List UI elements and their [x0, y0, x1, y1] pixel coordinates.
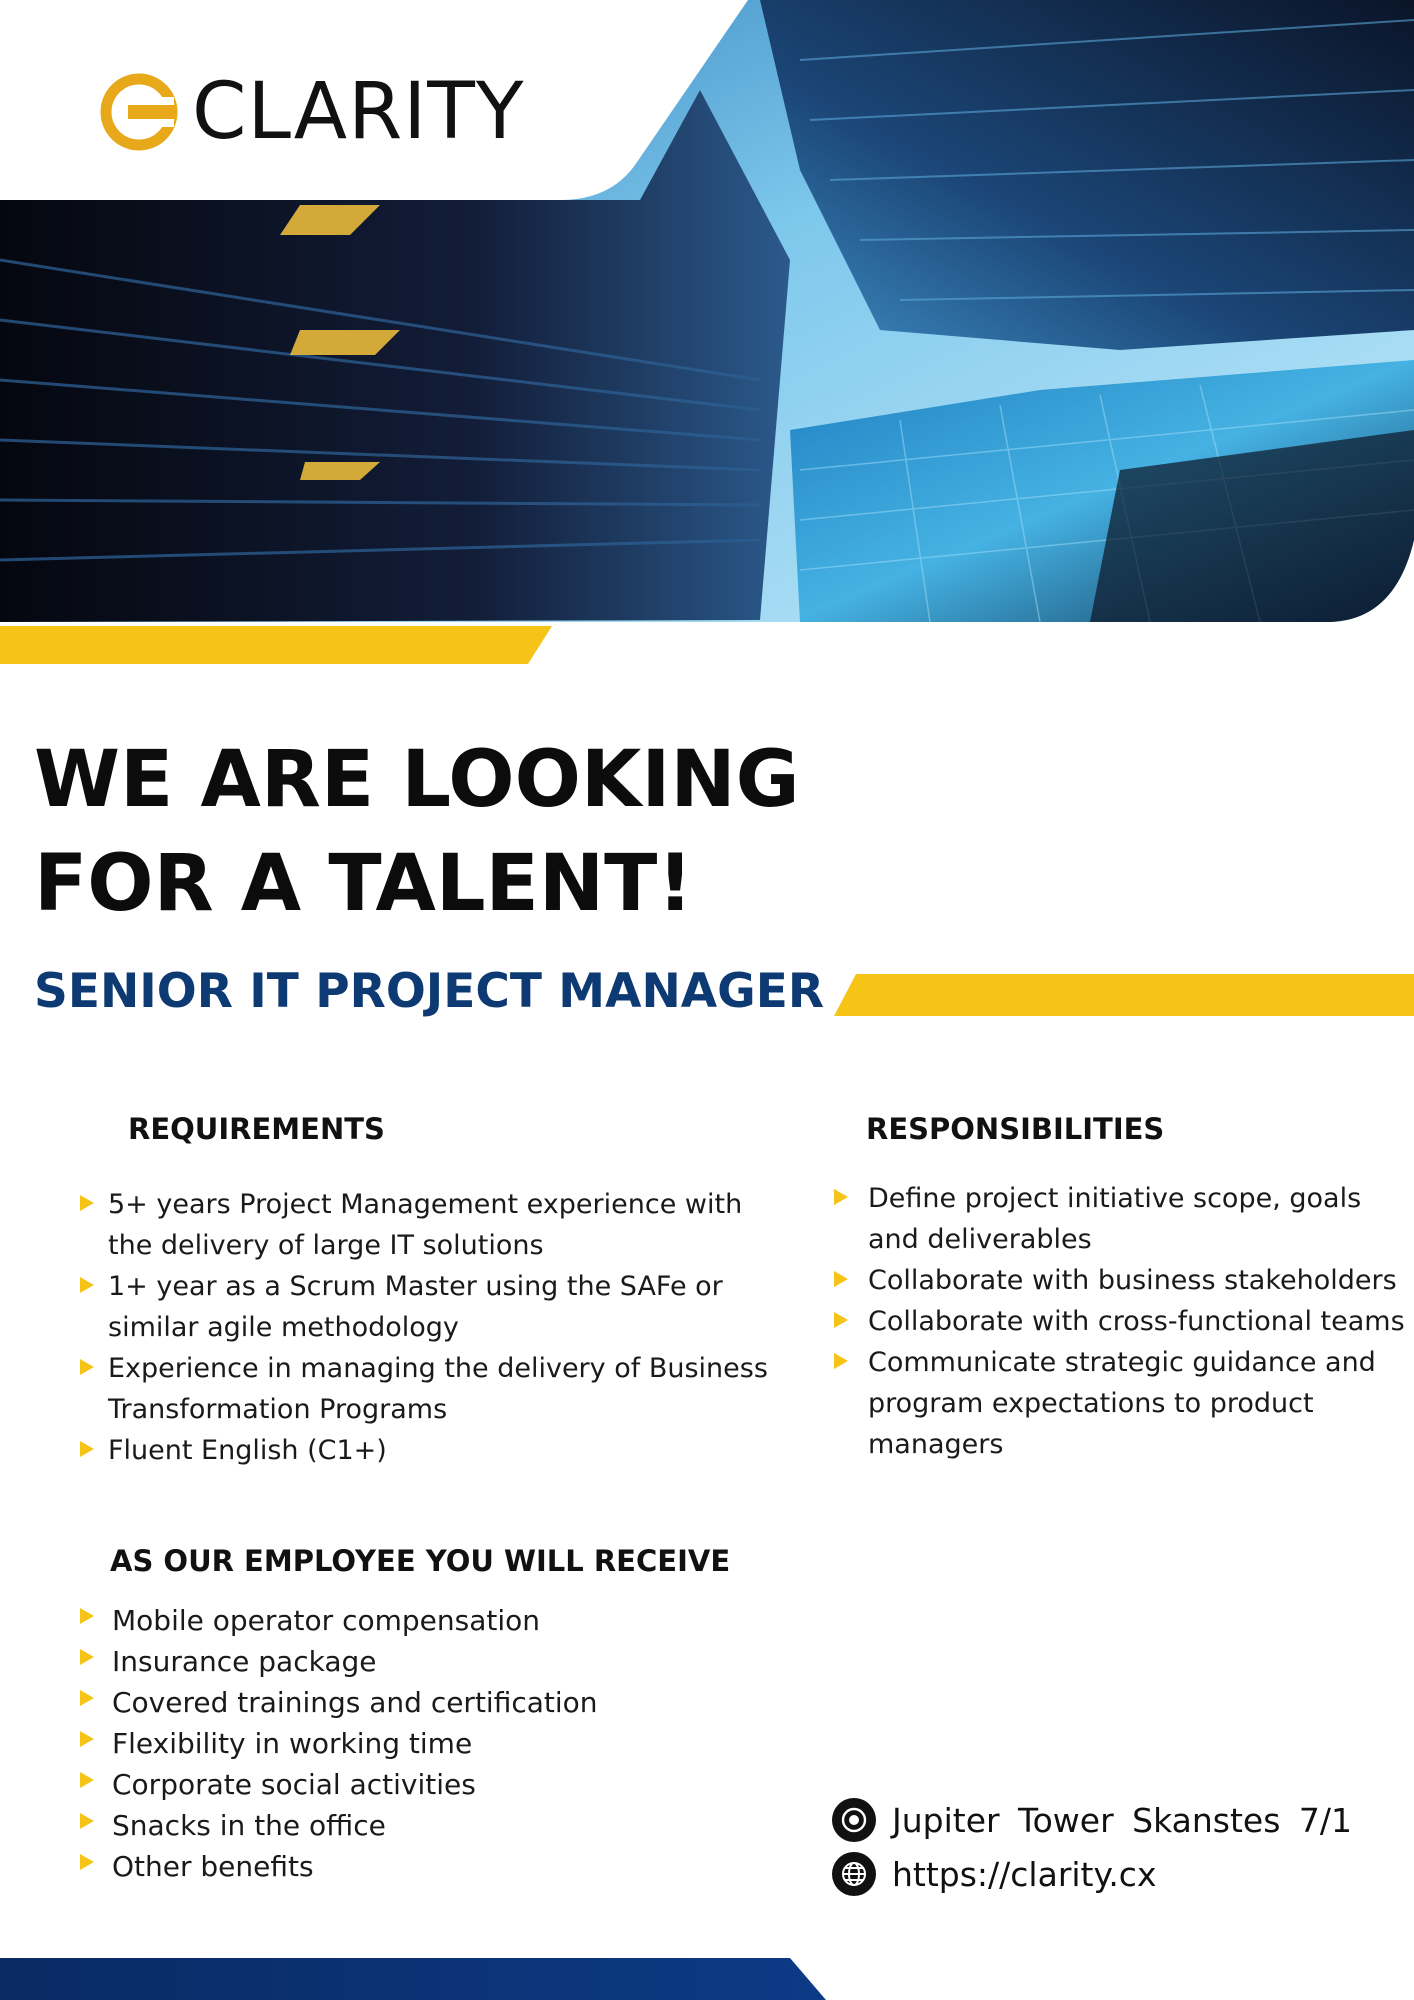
list-item: 5+ years Project Management experience with the delivery of large IT solutions	[80, 1184, 780, 1266]
bullet-triangle-icon	[80, 1359, 94, 1375]
list-item: Collaborate with cross-functional teams	[830, 1301, 1414, 1342]
brand-name: CLARITY	[192, 67, 525, 157]
list-item: Collaborate with business stakeholders	[830, 1260, 1414, 1301]
list-item: Snacks in the office	[78, 1805, 778, 1846]
footer-bar	[0, 1958, 1414, 2000]
main-headline	[34, 728, 934, 936]
globe-icon	[832, 1852, 876, 1896]
list-item: Fluent English (C1+)	[80, 1430, 780, 1471]
bullet-triangle-icon	[80, 1277, 94, 1293]
list-item: Corporate social activities	[78, 1764, 778, 1805]
contact-block	[832, 1793, 1412, 1901]
clarity-logo-mark-icon	[100, 73, 178, 151]
website-row[interactable]	[832, 1847, 1412, 1901]
bullet-triangle-icon	[80, 1772, 94, 1788]
list-item: Mobile operator compensation	[78, 1600, 778, 1641]
responsibilities-title: RESPONSIBILITIES	[866, 1112, 1165, 1146]
bullet-triangle-icon	[80, 1813, 94, 1829]
headline-line-2: FOR A TALENT!	[34, 839, 693, 929]
benefits-title: AS OUR EMPLOYEE YOU WILL RECEIVE	[110, 1544, 731, 1578]
list-item: Communicate strategic guidance and program expectations to product managers	[830, 1342, 1414, 1465]
address-row	[832, 1793, 1412, 1847]
bullet-triangle-icon	[834, 1312, 848, 1328]
bullet-triangle-icon	[834, 1189, 848, 1205]
title-accent-bar	[834, 974, 1414, 1016]
bullet-triangle-icon	[80, 1854, 94, 1870]
office-address: Jupiter Tower Skanstes 7/1	[892, 1800, 1352, 1840]
location-pin-icon	[832, 1798, 876, 1842]
bullet-triangle-icon	[80, 1441, 94, 1457]
requirements-title: REQUIREMENTS	[128, 1112, 385, 1146]
bullet-triangle-icon	[80, 1731, 94, 1747]
bullet-triangle-icon	[80, 1195, 94, 1211]
list-item: 1+ year as a Scrum Master using the SAFe or similar agile methodology	[80, 1266, 780, 1348]
bullet-triangle-icon	[834, 1271, 848, 1287]
job-title: SENIOR IT PROJECT MANAGER	[34, 964, 825, 1019]
website-link[interactable]: https://clarity.cx	[892, 1854, 1157, 1894]
list-item: Flexibility in working time	[78, 1723, 778, 1764]
bullet-triangle-icon	[80, 1608, 94, 1624]
responsibilities-list	[830, 1178, 1414, 1465]
list-item: Insurance package	[78, 1641, 778, 1682]
clarity-logo	[100, 62, 525, 162]
list-item: Define project initiative scope, goals and deliverables	[830, 1178, 1414, 1260]
bullet-triangle-icon	[80, 1649, 94, 1665]
list-item: Other benefits	[78, 1846, 778, 1887]
list-item: Experience in managing the delivery of Business Transformation Programs	[80, 1348, 780, 1430]
benefits-list	[78, 1600, 778, 1887]
headline-line-1: WE ARE LOOKING	[34, 735, 800, 825]
bullet-triangle-icon	[834, 1353, 848, 1369]
list-item: Covered trainings and certification	[78, 1682, 778, 1723]
bullet-triangle-icon	[80, 1690, 94, 1706]
requirements-list	[80, 1184, 780, 1471]
